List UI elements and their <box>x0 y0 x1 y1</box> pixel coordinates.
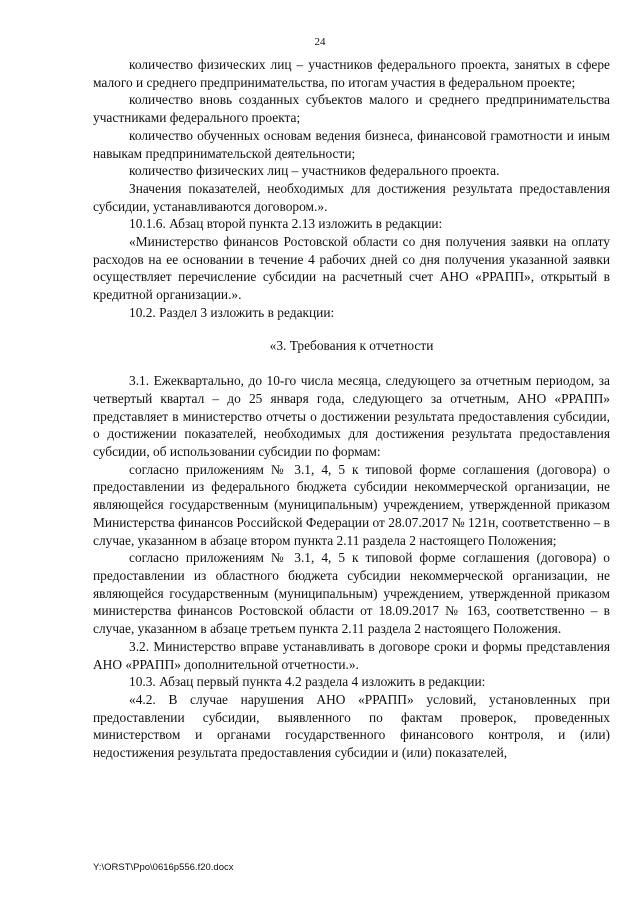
paragraph: количество обученных основам ведения бизнеса, финансовой грамотности и иным навыкам предпринимательской деятельности; <box>93 127 610 161</box>
paragraph: 10.3. Абзац первый пункта 4.2 раздела 4 изложить в редакции: <box>129 674 486 690</box>
paragraph: 10.1.6. Абзац второй пункта 2.13 изложить в редакции: <box>129 216 443 232</box>
section-heading: «3. Требования к отчетности <box>269 337 434 353</box>
paragraph: количество вновь созданных субъектов малого и среднего предпринимательства участниками федерального проекта; <box>93 92 610 126</box>
paragraph: «4.2. В случае нарушения АНО «РРАПП» условий, установленных при предоставлении субсидии, выявленного по фактам проверок, проведенных министерством и органами государственного финансового контроля, и (или) недостижения результата предоставления субсидии и (или) показателей, <box>93 691 610 761</box>
document-body <box>93 56 610 762</box>
paragraph: согласно приложениям № 3.1, 4, 5 к типовой форме соглашения (договора) о предоставлении из областного бюджета субсидии некоммерческой организации, не являющейся государственным (муниципальным) учреждением, утвержденной приказом министерства финансов Ростовской области от 18.09.2017 № 163, соответственно – в случае, указанном в абзаце третьем пункта 2.11 раздела 2 настоящего Положения. <box>93 550 610 637</box>
paragraph: 3.1. Ежеквартально, до 10-го числа месяца, следующего за отчетным периодом, за четвертый квартал – до 25 января года, следующего за отчетным, АНО «РРАПП» представляет в министерство отчеты о достижении результата предоставления субсидии, о достижении показателей, необходимых для достижения результата предоставления субсидии, об использовании субсидии по формам: <box>93 373 610 460</box>
paragraph: «Министерство финансов Ростовской области со дня получения заявки на оплату расходов на ее основании в течение 4 рабочих дней со дня получения указанной заявки осуществляет перечисление субсидии на расчетный счет АНО «РРАПП», открытый в кредитной организации.». <box>93 234 610 303</box>
paragraph: согласно приложениям № 3.1, 4, 5 к типовой форме соглашения (договора) о предоставлении из федерального бюджета субсидии некоммерческой организации, не являющейся государственным (муниципальным) учреждением, утвержденной приказом Министерства финансов Российской Федерации от 28.07.2017 № 121н, соответственно – в случае, указанном в абзаце втором пункта 2.11 раздела 2 настоящего Положения; <box>93 461 610 548</box>
page-number: 24 <box>314 36 326 48</box>
paragraph: количество физических лиц – участников федерального проекта, занятых в сфере малого и среднего предпринимательства, по итогам участия в федеральном проекте; <box>93 57 610 90</box>
footer-file-path: Y:\ORST\Ppo\0616p556.f20.docx <box>93 862 234 873</box>
paragraph: 10.2. Раздел 3 изложить в редакции: <box>129 304 335 320</box>
paragraph: количество физических лиц – участников федерального проекта. <box>129 163 500 179</box>
paragraph: 3.2. Министерство вправе устанавливать в договоре сроки и формы представления АНО «РРАПП» дополнительной отчетности.». <box>93 638 610 672</box>
paragraph: Значения показателей, необходимых для достижения результата предоставления субсидии, устанавливаются договором.». <box>93 180 610 214</box>
